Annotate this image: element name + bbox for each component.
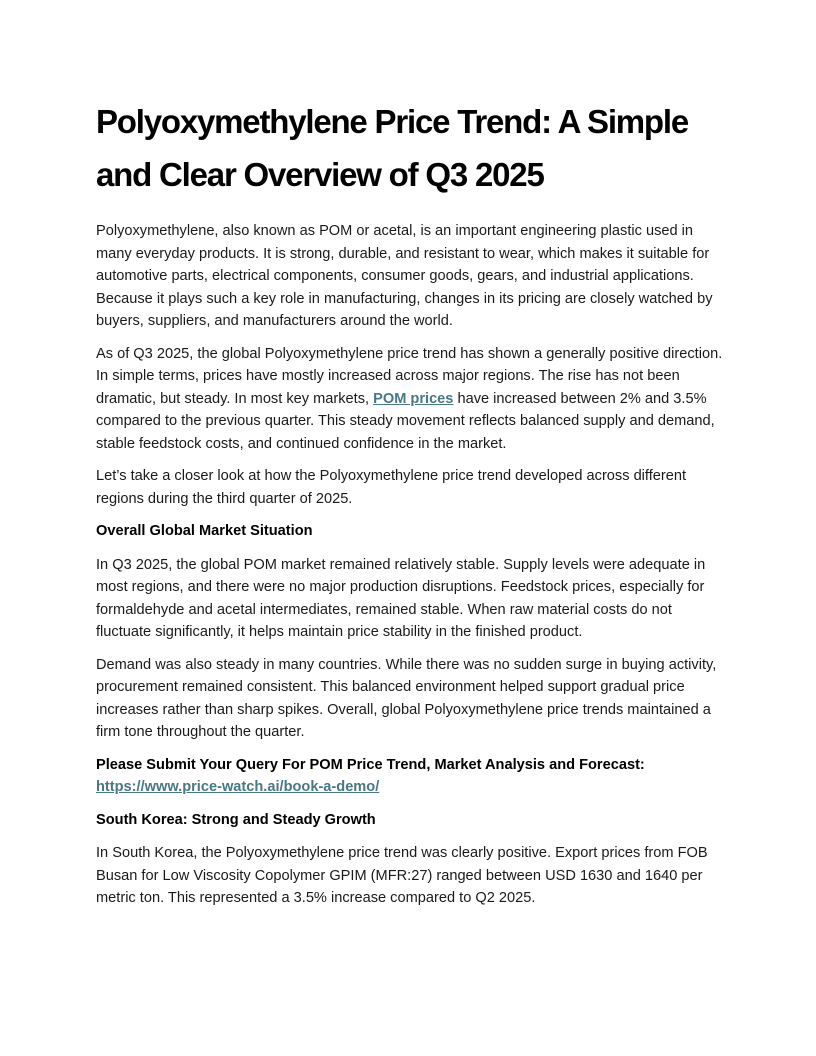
document-page bbox=[96, 95, 724, 920]
global-market-heading: Overall Global Market Situation bbox=[96, 523, 313, 539]
page-title: Polyoxymethylene Price Trend: A Simple and Clear Overview of Q3 2025 bbox=[96, 103, 689, 193]
pom-prices-link[interactable]: POM prices bbox=[373, 390, 454, 407]
price-direction-text-after: have increased between 2% and 3.5% compared to the previous quarter. This steady movement reflects balanced supply and demand, stable feedstock costs, and continued confidence in the market. bbox=[96, 390, 715, 452]
query-cta bbox=[96, 754, 724, 799]
book-demo-link[interactable]: https://www.price-watch.ai/book-a-demo/ bbox=[96, 779, 380, 795]
closer-look-paragraph: Let’s take a closer look at how the Polyoxymethylene price trend developed across different regions during the third quarter of 2025. bbox=[96, 468, 687, 507]
price-direction-text-before: As of Q3 2025, the global Polyoxymethylene price trend has shown a generally positive direction. In simple terms, prices have mostly increased across major regions. The rise has not been dramatic, but steady. In most key markets, bbox=[96, 345, 723, 407]
intro-paragraph: Polyoxymethylene, also known as POM or acetal, is an important engineering plastic used in many everyday products. It is strong, durable, and resistant to wear, which makes it suitable for automotive parts, electrical components, consumer goods, gears, and industrial applications. Because it plays such a key role in manufacturing, changes in its pricing are closely watched by buyers, suppliers, and manufacturers around the world. bbox=[96, 223, 713, 329]
query-cta-text: Please Submit Your Query For POM Price Trend, Market Analysis and Forecast: bbox=[96, 756, 645, 773]
south-korea-paragraph: In South Korea, the Polyoxymethylene price trend was clearly positive. Export prices from FOB Busan for Low Viscosity Copolymer GPIM (MFR:27) ranged between USD 1630 and 1640 per metric ton. This represented a 3.5% increase compared to Q2 2025. bbox=[96, 845, 708, 906]
demand-paragraph: Demand was also steady in many countries. While there was no sudden surge in buying activity, procurement remained consistent. This balanced environment helped support gradual price increases rather than sharp spikes. Overall, global Polyoxymethylene price trends maintained a firm tone throughout the quarter. bbox=[96, 656, 717, 740]
global-market-paragraph: In Q3 2025, the global POM market remained relatively stable. Supply levels were adequate in most regions, and there were no major production disruptions. Feedstock prices, especially for formaldehyde and acetal intermediates, remained stable. When raw material costs do not fluctuate significantly, it helps maintain price stability in the finished product. bbox=[96, 556, 706, 640]
price-direction-paragraph bbox=[96, 343, 724, 456]
south-korea-heading: South Korea: Strong and Steady Growth bbox=[96, 811, 376, 828]
